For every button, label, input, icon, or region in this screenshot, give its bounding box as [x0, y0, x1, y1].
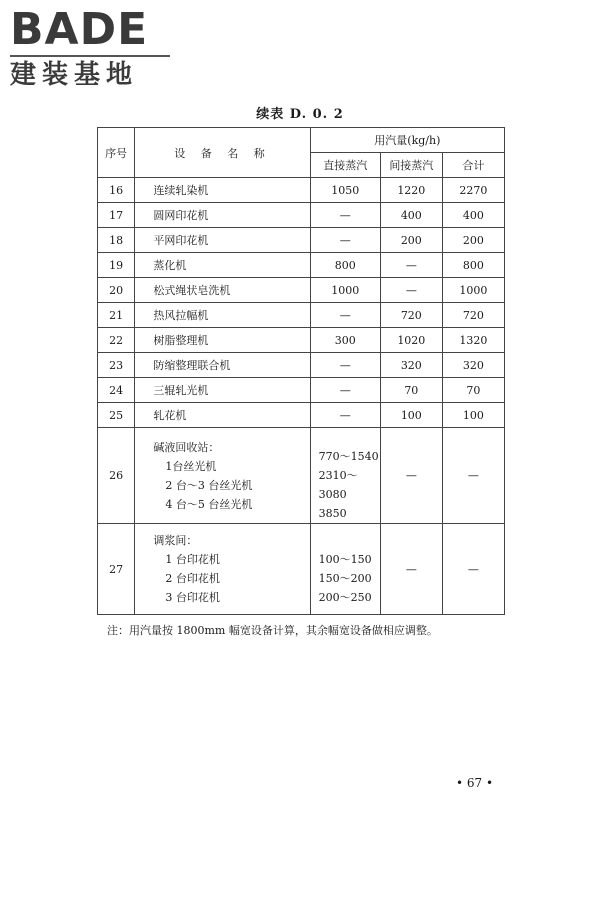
cell-direct-group [310, 524, 380, 615]
header-total: 合计 [442, 153, 504, 178]
cell-direct-group [310, 428, 380, 524]
group-item: 3 台印花机 [165, 591, 220, 604]
cell-name: 热风拉幅机 [135, 303, 310, 328]
cell-indirect: 720 [380, 303, 442, 328]
cell-seq: 19 [98, 253, 135, 278]
cell-direct: — [310, 378, 380, 403]
cell-total: 70 [442, 378, 504, 403]
cell-name: 松式绳状皂洗机 [135, 278, 310, 303]
cell-seq: 16 [98, 178, 135, 203]
cell-name-group [135, 428, 310, 524]
logo-subtitle: 建装基地 [10, 60, 139, 90]
cell-indirect: — [380, 278, 442, 303]
group-direct-value: 770～1540 [318, 450, 379, 463]
cell-indirect: 70 [380, 378, 442, 403]
table-row [98, 203, 505, 228]
cell-total: 2270 [442, 178, 504, 203]
group-item: 4 台～5 台丝光机 [165, 497, 253, 511]
table-row-group-27 [98, 524, 505, 615]
cell-seq: 21 [98, 303, 135, 328]
cell-name: 防缩整理联合机 [135, 353, 310, 378]
header-name: 设 备 名 称 [135, 128, 310, 178]
cell-seq: 22 [98, 328, 135, 353]
group-direct-value: 100～150 [318, 553, 372, 566]
group-direct-value: 150～200 [318, 572, 372, 585]
logo-divider [10, 55, 170, 57]
cell-total: 320 [442, 353, 504, 378]
group-item: 2 台～3 台丝光机 [165, 478, 253, 492]
cell-seq: 24 [98, 378, 135, 403]
table-row [98, 328, 505, 353]
table-note: 注：用汽量按 1800mm 幅宽设备计算，其余幅宽设备做相应调整。 [107, 624, 438, 637]
cell-indirect: — [380, 428, 442, 524]
cell-name: 三辊轧光机 [135, 378, 310, 403]
group-direct-value: 3850 [318, 507, 347, 520]
header-seq: 序号 [98, 128, 135, 178]
cell-indirect: 1220 [380, 178, 442, 203]
brand-logo [10, 6, 180, 90]
group-direct-value: 200～250 [318, 591, 372, 604]
group-item: 2 台印花机 [165, 572, 220, 585]
table-row [98, 403, 505, 428]
table-row [98, 228, 505, 253]
group-direct-value: 2310～3080 [318, 469, 358, 501]
cell-name: 蒸化机 [135, 253, 310, 278]
cell-direct: — [310, 228, 380, 253]
table-row [98, 378, 505, 403]
cell-direct: — [310, 303, 380, 328]
cell-seq: 20 [98, 278, 135, 303]
header-usage-group: 用汽量(kg/h) [310, 128, 504, 153]
table-row-group-26 [98, 428, 505, 524]
cell-direct: 1000 [310, 278, 380, 303]
cell-direct: — [310, 353, 380, 378]
table-row [98, 178, 505, 203]
cell-direct: — [310, 203, 380, 228]
group-heading: 调浆间： [153, 534, 198, 547]
cell-indirect: 100 [380, 403, 442, 428]
cell-total: 720 [442, 303, 504, 328]
group-heading: 碱液回收站： [153, 440, 220, 454]
cell-seq: 18 [98, 228, 135, 253]
cell-name: 轧花机 [135, 403, 310, 428]
cell-seq: 27 [98, 524, 135, 615]
group-item: 1台丝光机 [165, 459, 217, 473]
cell-seq: 17 [98, 203, 135, 228]
group-item: 1 台印花机 [165, 553, 220, 566]
header-direct: 直接蒸汽 [310, 153, 380, 178]
header-indirect: 间接蒸汽 [380, 153, 442, 178]
table-row [98, 353, 505, 378]
cell-direct: — [310, 403, 380, 428]
cell-total: 200 [442, 228, 504, 253]
table-title: 续表 D. 0. 2 [256, 107, 344, 122]
cell-total: 400 [442, 203, 504, 228]
cell-name: 连续轧染机 [135, 178, 310, 203]
cell-direct: 800 [310, 253, 380, 278]
logo-wordmark: BADE [10, 4, 149, 55]
cell-seq: 26 [98, 428, 135, 524]
cell-total: 1320 [442, 328, 504, 353]
cell-name: 平网印花机 [135, 228, 310, 253]
page-number: • 67 • [456, 776, 494, 790]
cell-indirect: 200 [380, 228, 442, 253]
cell-indirect: — [380, 253, 442, 278]
cell-indirect: 400 [380, 203, 442, 228]
cell-indirect: 320 [380, 353, 442, 378]
table-row [98, 303, 505, 328]
table-row [98, 278, 505, 303]
cell-total: 800 [442, 253, 504, 278]
cell-total: — [442, 428, 504, 524]
steam-usage-table [97, 127, 505, 615]
table-row [98, 253, 505, 278]
header-row [98, 128, 505, 153]
cell-total: 1000 [442, 278, 504, 303]
cell-seq: 23 [98, 353, 135, 378]
cell-total: — [442, 524, 504, 615]
cell-direct: 300 [310, 328, 380, 353]
cell-seq: 25 [98, 403, 135, 428]
cell-name: 树脂整理机 [135, 328, 310, 353]
cell-indirect: 1020 [380, 328, 442, 353]
cell-direct: 1050 [310, 178, 380, 203]
cell-name-group [135, 524, 310, 615]
cell-name: 圆网印花机 [135, 203, 310, 228]
cell-indirect: — [380, 524, 442, 615]
cell-total: 100 [442, 403, 504, 428]
